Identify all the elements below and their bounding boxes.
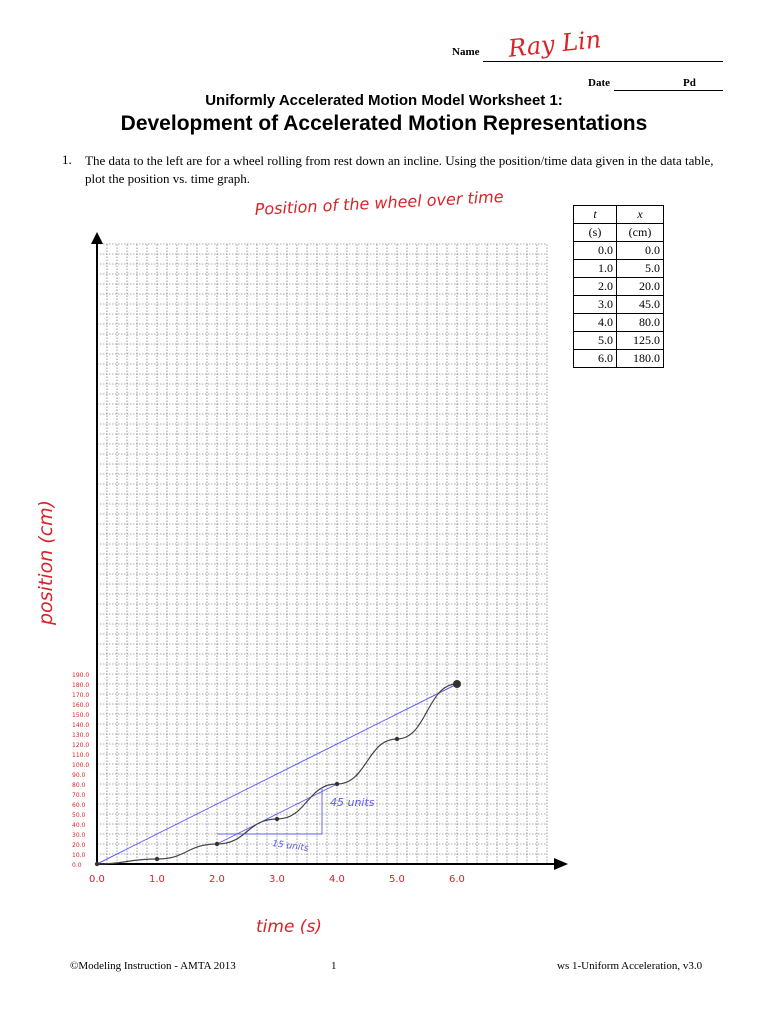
question-text: The data to the left are for a wheel rolling from rest down an incline. Using the position/time data given in the data table, plot the position vs. time graph.: [85, 153, 714, 186]
table-cell: 80.0: [617, 314, 664, 332]
table-cell: 2.0: [574, 278, 617, 296]
y-tick-label: 120.0: [72, 742, 90, 749]
y-axis-arrow: [91, 232, 103, 244]
table-cell: 1.0: [574, 260, 617, 278]
footer-page-number: 1: [331, 960, 337, 972]
y-tick-label: 190.0: [72, 672, 90, 679]
table-cell: 125.0: [617, 332, 664, 350]
table-header-x: x: [617, 206, 664, 224]
data-point: [395, 737, 399, 741]
y-tick-label: 80.0: [72, 782, 86, 789]
y-tick-label: 0.0: [72, 862, 82, 869]
x-tick-label: 5.0: [389, 874, 405, 885]
table-cell: 5.0: [617, 260, 664, 278]
y-tick-label: 40.0: [72, 822, 86, 829]
x-tick-label: 6.0: [449, 874, 465, 885]
worksheet-subtitle: Development of Accelerated Motion Representations: [120, 112, 648, 135]
data-point: [155, 857, 159, 861]
y-tick-label: 140.0: [72, 722, 90, 729]
table-cell: 0.0: [617, 242, 664, 260]
y-tick-label: 20.0: [72, 842, 86, 849]
table-unit-t: (s): [574, 224, 617, 242]
table-header-t: t: [574, 206, 617, 224]
worksheet-title: Uniformly Accelerated Motion Model Worksheet 1:: [205, 92, 563, 109]
y-tick-label: 90.0: [72, 772, 86, 779]
data-point: [275, 817, 279, 821]
graph-grid: [97, 244, 547, 864]
x-tick-label: 1.0: [149, 874, 165, 885]
name-label: Name: [452, 46, 480, 58]
x-axis-label: time (s): [256, 917, 322, 937]
x-tick-label: 4.0: [329, 874, 345, 885]
x-axis-arrow: [554, 858, 568, 870]
y-tick-label: 130.0: [72, 732, 90, 739]
table-cell: 5.0: [574, 332, 617, 350]
graph-title: Position of the wheel over time: [254, 186, 505, 219]
footer-copyright: ©Modeling Instruction - AMTA 2013: [70, 960, 236, 972]
footer-version: ws 1-Uniform Acceleration, v3.0: [557, 960, 703, 972]
y-tick-label: 10.0: [72, 852, 86, 859]
pd-label: Pd: [683, 77, 696, 89]
table-cell: 6.0: [574, 350, 617, 368]
x-tick-label: 2.0: [209, 874, 225, 885]
table-cell: 0.0: [574, 242, 617, 260]
y-tick-label: 100.0: [72, 762, 90, 769]
y-tick-label: 50.0: [72, 812, 86, 819]
y-tick-label: 170.0: [72, 692, 90, 699]
table-cell: 3.0: [574, 296, 617, 314]
table-cell: 4.0: [574, 314, 617, 332]
slope-run-note: 15 units: [271, 839, 310, 855]
x-tick-label: 0.0: [89, 874, 105, 885]
slope-rise-note: 45 units: [330, 796, 375, 809]
y-tick-label: 30.0: [72, 832, 86, 839]
data-point: [215, 842, 219, 846]
data-point: [95, 862, 99, 866]
y-tick-label: 160.0: [72, 702, 90, 709]
y-tick-label: 60.0: [72, 802, 86, 809]
x-tick-label: 3.0: [269, 874, 285, 885]
name-signature: Ray Lin: [506, 25, 603, 63]
y-tick-label: 180.0: [72, 682, 90, 689]
question-number: 1.: [62, 152, 72, 167]
table-cell: 20.0: [617, 278, 664, 296]
data-point: [453, 680, 461, 688]
y-tick-label: 150.0: [72, 712, 90, 719]
date-label: Date: [588, 77, 610, 89]
y-axis-label: position (cm): [35, 499, 57, 625]
table-unit-x: (cm): [617, 224, 664, 242]
table-cell: 45.0: [617, 296, 664, 314]
y-tick-label: 70.0: [72, 792, 86, 799]
table-cell: 180.0: [617, 350, 664, 368]
y-tick-label: 110.0: [72, 752, 90, 759]
data-point: [335, 782, 339, 786]
